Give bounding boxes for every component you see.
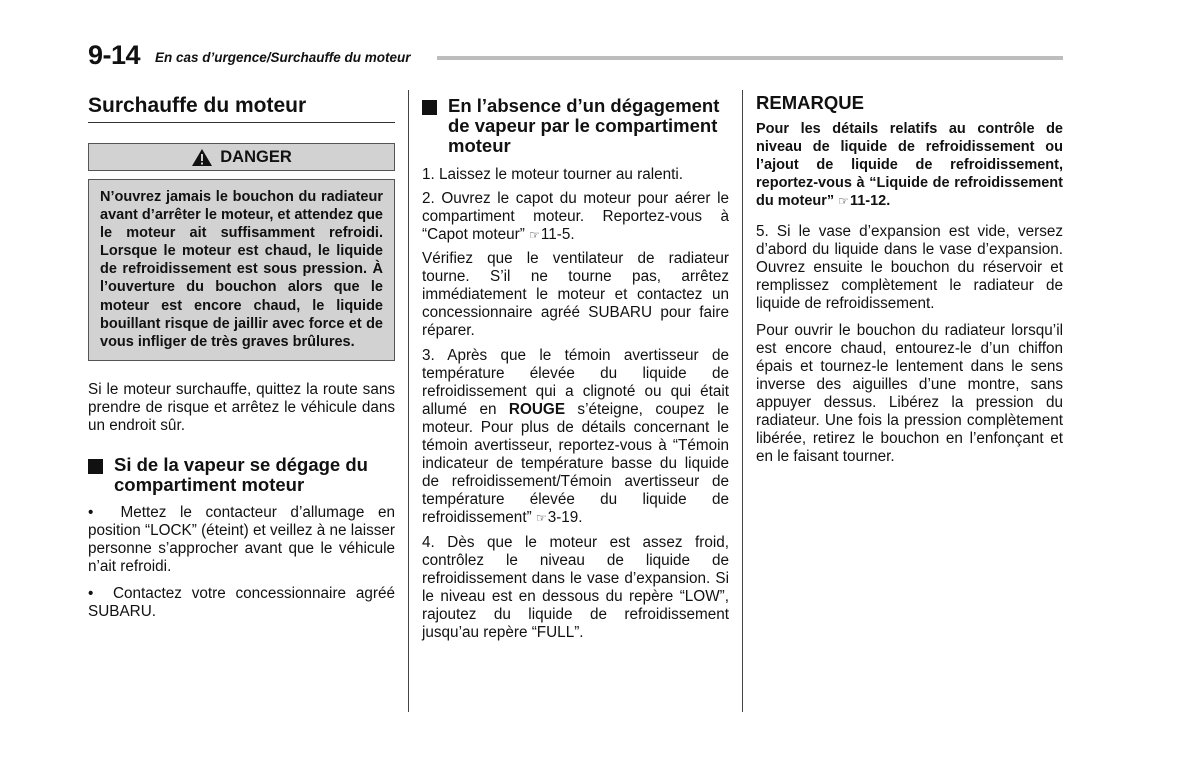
square-bullet-icon: [88, 459, 103, 474]
step-2-text: 2. Ouvrez le capot du moteur pour aérer le compartiment moteur. Reportez-vous à “Capot moteur”: [422, 190, 729, 243]
remark-title: REMARQUE: [756, 92, 864, 113]
step-4: 4. Dès que le moteur est assez froid, contrôlez le niveau de liquide de refroidissement dans le vase d’expansion. Si le niveau est en dessous du repère “LOW”, rajoutez du liquide de refroidissement jusqu’au repère “FULL”.: [422, 534, 729, 641]
warning-triangle-icon: [191, 148, 213, 167]
pointing-hand-icon: ☞: [535, 511, 547, 525]
step-1: 1. Laissez le moteur tourner au ralenti.: [422, 166, 684, 183]
column-1: [88, 90, 395, 621]
column-divider-2: [742, 90, 743, 712]
page-reference: 3-19.: [547, 509, 583, 526]
danger-header: [88, 143, 395, 171]
step-3-text-a: 3. Après que le témoin avertisseur de température élevée du liquide de refroidissement qui a clignoté ou qui était allumé en: [422, 347, 729, 418]
column-2: [422, 90, 729, 642]
page-number: 9-14: [88, 40, 141, 70]
page-header: [88, 40, 1063, 70]
bullet-item: [88, 504, 395, 576]
bullet-text: Contactez votre concessionnaire agréé SUBARU.: [88, 584, 395, 620]
remark-body: Pour les détails relatifs au contrôle de niveau de liquide de refroidissement ou l’ajout de liquide de refroidissement, reportez-vous à “Liquide de refroidissement du moteur”: [756, 121, 1063, 210]
bullet-item: [88, 585, 395, 621]
subsection-heading-vapeur: [88, 455, 395, 495]
rouge-emphasis: ROUGE: [508, 401, 566, 418]
subsection-title: En l’absence d’un dégagement de vapeur par le compartiment moteur: [448, 95, 720, 156]
subsection-heading-absence: [422, 96, 729, 156]
bullet-dot-icon: •: [88, 584, 113, 602]
column-divider-1: [408, 90, 409, 712]
intro-paragraph: Si le moteur surchauffe, quittez la route sans prendre de risque et arrêtez le véhicule dans un endroit sûr.: [88, 380, 395, 434]
subsection-title: Si de la vapeur se dégage du compartiment moteur: [114, 453, 368, 495]
page-reference: 11-12.: [849, 193, 891, 210]
header-rule: [437, 56, 1063, 60]
column-3: [756, 90, 1063, 466]
running-title: En cas d’urgence/Surchauffe du moteur: [155, 50, 411, 65]
step-3-text-b: s’éteigne, coupez le moteur. Pour plus de détails concernant le témoin avertisseur, reportez-vous à “Témoin indicateur de température basse du liquide de refroidissement/Témoin avertisseur de température élevée du liquide de refroidissement”: [422, 401, 729, 526]
remark-text: [756, 120, 1063, 210]
radiator-cap-paragraph: Pour ouvrir le bouchon du radiateur lorsqu’il est encore chaud, entourez-le d’un chiffon épais et tournez-le lentement dans le sens inverse des aiguilles d’une montre, sans appuyer dessus. Libérez la pression du radiateur. Une fois la pression complètement libérée, retirez le bouchon en l’enfonçant et en le faisant tourner.: [756, 322, 1063, 466]
procedure-steps: [422, 166, 729, 642]
danger-label: DANGER: [220, 147, 292, 166]
square-bullet-icon: [422, 100, 437, 115]
bullet-text: Mettez le contacteur d’allumage en position “LOCK” (éteint) et veillez à ne laisser personne s’approcher avant que le véhicule n’ait refroidi.: [88, 503, 395, 575]
step-2: [422, 190, 729, 244]
step-5: 5. Si le vase d’expansion est vide, versez d’abord du liquide dans le vase d’expansion. Ouvrez ensuite le bouchon du réservoir et remplissez complètement le radiateur de liquide de refroidissement.: [756, 223, 1063, 313]
step-3: [422, 347, 729, 527]
bullet-dot-icon: •: [88, 503, 121, 521]
section-title: Surchauffe du moteur: [88, 94, 395, 123]
page-reference: 11-5.: [540, 226, 575, 243]
danger-text: N’ouvrez jamais le bouchon du radiateur avant d’arrêter le moteur, et attendez que le moteur ait suffisamment refroidi. Lorsque le moteur est chaud, le liquide de refroidissement est sous pression. À l’ouverture du bouchon alors que le moteur est encore chaud, le liquide bouillant risque de jaillir avec force et de vous infliger de très graves brûlures.: [88, 179, 395, 361]
pointing-hand-icon: ☞: [838, 194, 849, 209]
step-2-note: Vérifiez que le ventilateur de radiateur tourne. S’il ne tourne pas, arrêtez immédiatement le moteur et contactez un concessionnaire agréé SUBARU pour faire réparer.: [422, 250, 729, 339]
pointing-hand-icon: ☞: [529, 228, 540, 242]
